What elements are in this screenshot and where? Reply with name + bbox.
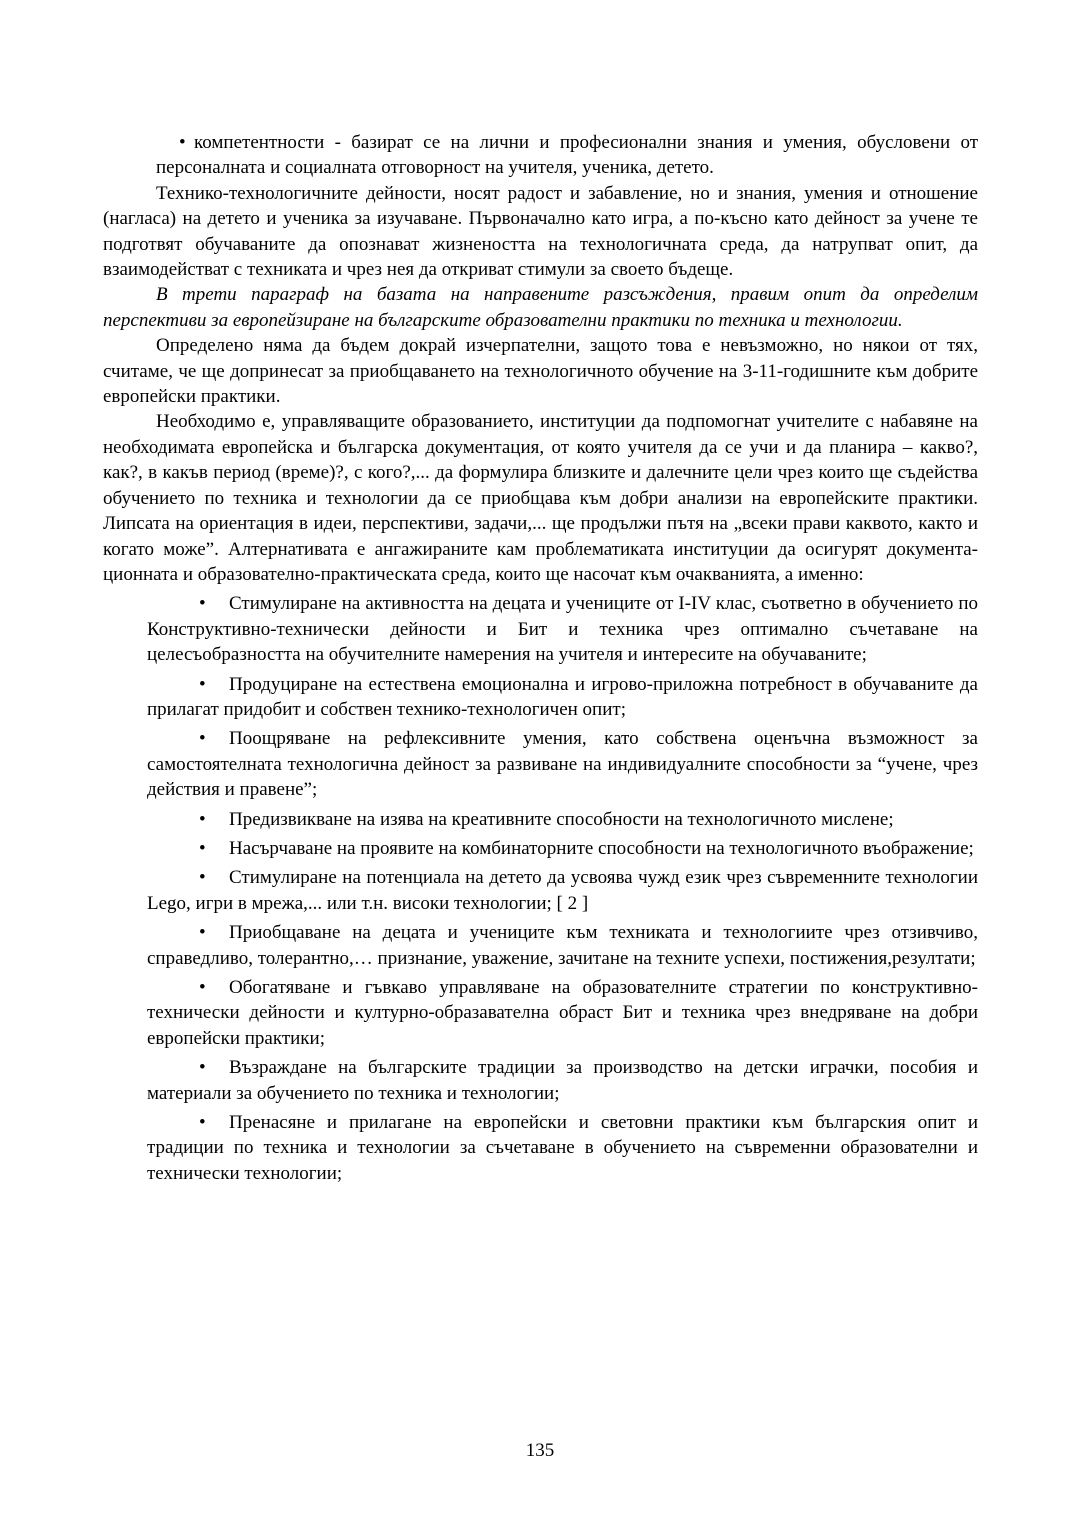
- bullet-icon: •: [199, 593, 206, 615]
- list-item: [147, 836, 978, 861]
- list-item-text: Стимулиране на потенциала на детето да усвоява чужд език чрез съвременните технологии Lego, игри в мрежа,... или т.н. високи технологии; [ 2 ]: [147, 867, 978, 914]
- bullet-icon: •: [199, 1112, 206, 1134]
- bullet-icon: •: [199, 728, 206, 750]
- bullet-icon: •: [199, 867, 206, 889]
- bullet-icon: •: [199, 977, 206, 998]
- page-number: 135: [525, 1440, 555, 1461]
- paragraph-1: Технико-технологичните дейности, носят радост и забавление, но и знания, умения и отношение (нагласа) на детето и ученика за изучаване. Първоначално като игра, а по-късно като дейност за учене те подготвят обучаваните да опознават жизнеността на технологичната среда, да натрупват опит, да взаимодействат с техниката и чрез нея да откриват стимули за своето бъдеще.: [103, 182, 978, 281]
- list-item-text: Приобщаване на децата и учениците към техниката и технологиите чрез отзивчиво, справедливо, толерантно,… признание, уважение, зачитане на техните успехи, постижения,резултати;: [147, 922, 978, 969]
- paragraph-4: Необходимо е, управляващите образованието, институции да подпомогнат учителите с набавяне на необходимата европейска и българска документация, от която учителя да се учи и да планира – какво?, как?, в какъв период (време)?, с кого?,... да формулира близките и далечните цели чрез които ще съдейства обучението по техника и технологии да се приобщава към добри анализи на европейските практики. Липсата на ориентация в идеи, перспективи, задачи,... ще продължи пътя на „всеки прави каквото, както и когато може”. Алтернативата е ангажираните кам проблематиката институции да осигурят документа-ционната и образователно-практическата среда, които ще насочат към очакванията, а именно:: [103, 411, 978, 585]
- bullet-icon: •: [199, 673, 206, 695]
- list-item-text: Продуциране на естествена емоционална и игрово-приложна потребност в обучаваните да прилагат придобит и собствен технико-технологичен опит;: [147, 673, 978, 720]
- list-item-text: Стимулиране на активността на децата и учениците от I-IV клас, съответно в обучението по Конструктивно-технически дейности и Бит и техника чрез оптимално съчетаване на целесъобразността на обучителните намерения на учителя и интересите на обучаваните;: [147, 593, 978, 666]
- list-item-text: Обогатяване и гъвкаво управляване на образователните стратегии по конструктивно-технически дейности и културно-образавателна обраст Бит и техника чрез внедряване на добри европейски практики;: [147, 977, 978, 1049]
- list-item: [147, 672, 978, 723]
- list-item-text: Насърчаване на проявите на комбинаторните способности на технологичното въображение;: [229, 837, 974, 859]
- bullet-icon: •: [199, 922, 206, 944]
- list-item: [147, 1055, 978, 1106]
- bullet-icon: •: [199, 808, 206, 830]
- intro-bullet: [103, 130, 978, 181]
- page-body: [103, 130, 978, 1190]
- bullet-icon: •: [199, 1057, 206, 1079]
- list-item: [147, 807, 978, 832]
- list-item: [147, 591, 978, 667]
- list-item: [147, 1110, 978, 1186]
- list-item-text: Предизвикване на изява на креативните способности на технологичното мислене;: [229, 808, 894, 830]
- paragraph-2-italic: В трети параграф на базата на направените разсъждения, правим опит да определим перспективи за европейзиране на българските образователни практики по техника и технологии.: [103, 284, 978, 331]
- list-item: [147, 726, 978, 802]
- list-item-text: Поощряване на рефлексивните умения, като собствена оценъчна възможност за самостоятелната технологична дейност за развиване на индивидуалните способности за “учене, чрез действия и правене”;: [147, 728, 978, 801]
- list-item: [147, 865, 978, 916]
- intro-bullet-text: компетентности - базират се на лични и професионални знания и умения, обусловени от персоналната и социалната отговорност на учителя, ученика, детето.: [156, 132, 978, 179]
- bullet-icon: •: [199, 837, 206, 859]
- bullet-icon: •: [179, 132, 186, 153]
- list-item: [147, 975, 978, 1051]
- list-item-text: Пренасяне и прилагане на европейски и световни практики към българския опит и традиции по техника и технологии за съчетаване в обучението на съвременни образователни и технически технологии;: [147, 1112, 978, 1184]
- expectations-list: [103, 591, 978, 1186]
- paragraph-3: Определено няма да бъдем докрай изчерпателни, защото това е невъзможно, но някои от тях, считаме, че ще допринесат за приобщаването на технологичното обучение на 3-11-годишните към добрите европейски практики.: [103, 335, 978, 408]
- list-item: [147, 920, 978, 971]
- list-item-text: Възраждане на българските традиции за производство на детски играчки, пособия и материали за обучението по техника и технологии;: [147, 1057, 978, 1104]
